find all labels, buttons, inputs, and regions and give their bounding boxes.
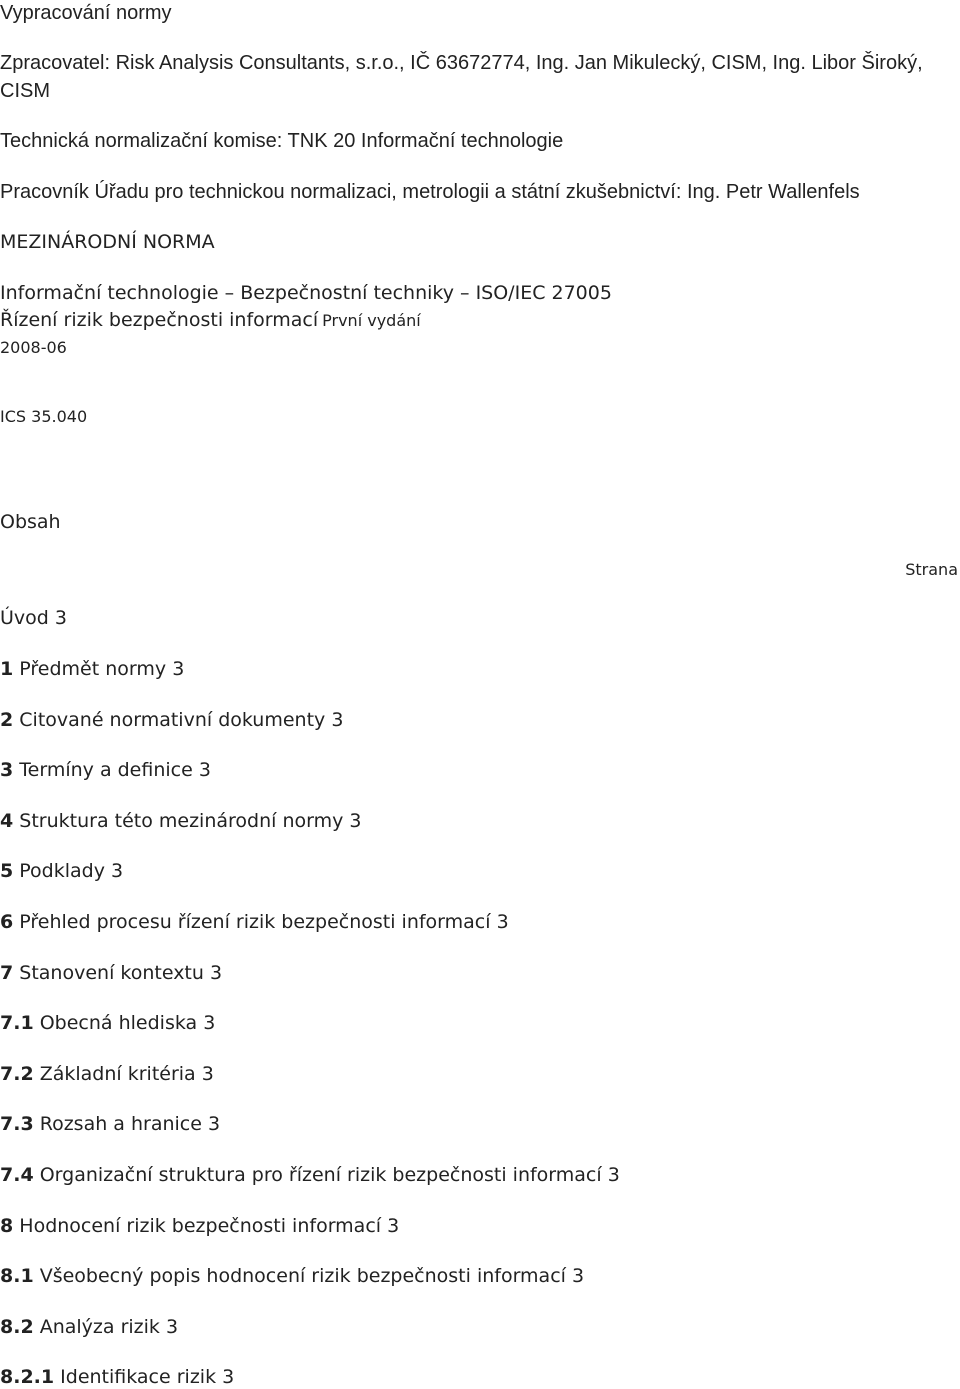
- toc-entry-number: 7.3: [0, 1113, 34, 1135]
- toc-entry-label: Citované normativní dokumenty: [19, 709, 326, 731]
- toc-entry-number: 5: [0, 860, 14, 882]
- author-line: Zpracovatel: Risk Analysis Consultants, s.r.o., IČ 63672774, Ing. Jan Mikulecký, CISM, Ing. Libor Široký,: [0, 52, 923, 74]
- toc-entry-page: 3: [207, 1113, 221, 1135]
- toc-entry-label: Předmět normy: [19, 658, 167, 680]
- author-line-continued: CISM: [0, 80, 50, 102]
- toc-entry-page: 3: [165, 1316, 179, 1338]
- toc-page-column-label: Strana: [905, 560, 958, 579]
- toc-entry-page: 3: [607, 1164, 620, 1186]
- standard-subtitle-line: [0, 311, 421, 330]
- toc-entry-number: 1: [0, 658, 14, 680]
- toc-entry-label: Obecná hlediska: [39, 1012, 198, 1034]
- toc-entry-label: Struktura této mezinárodní normy: [19, 810, 344, 832]
- toc-entry-number: 7.4: [0, 1164, 34, 1186]
- toc-entry-number: 8.2: [0, 1316, 34, 1338]
- toc-entry[interactable]: [0, 964, 222, 983]
- toc-entry-page: 3: [172, 658, 185, 680]
- toc-entry[interactable]: [0, 1267, 584, 1286]
- toc-entry-label: Rozsah a hranice: [39, 1113, 202, 1135]
- toc-entry[interactable]: [0, 1115, 220, 1134]
- committee-line: Technická normalizační komise: TNK 20 Informační technologie: [0, 130, 564, 152]
- toc-entry-number: 7.2: [0, 1063, 34, 1085]
- standard-type: MEZINÁRODNÍ NORMA: [0, 231, 215, 253]
- toc-heading: Obsah: [0, 511, 61, 533]
- toc-entry[interactable]: [0, 761, 211, 780]
- toc-entry[interactable]: [0, 1065, 214, 1084]
- toc-entry-label: Podklady: [19, 860, 105, 882]
- toc-entry-page: 3: [198, 759, 211, 781]
- toc-entry-page: 3: [387, 1215, 400, 1237]
- toc-entry[interactable]: [0, 1014, 215, 1033]
- toc-entry-label: Přehled procesu řízení rizik bezpečnosti informací: [19, 911, 491, 933]
- toc-entry-page: 3: [203, 1012, 216, 1034]
- toc-entry-label: Identifikace rizik: [60, 1366, 217, 1388]
- toc-entry[interactable]: [0, 1217, 399, 1236]
- toc-entry-page: 3: [331, 709, 344, 731]
- toc-entry-page: 3: [209, 962, 223, 984]
- toc-entry-number: 8: [0, 1215, 14, 1237]
- toc-entry[interactable]: [0, 913, 509, 932]
- toc-entry-page: 3: [111, 860, 124, 882]
- toc-entry-number: 8.2.1: [0, 1366, 55, 1388]
- standard-title: Informační technologie – Bezpečnostní techniky – ISO/IEC 27005: [0, 282, 612, 304]
- toc-entry-page: 3: [201, 1063, 214, 1085]
- toc-entry-label: Organizační struktura pro řízení rizik bezpečnosti informací: [39, 1164, 602, 1186]
- toc-intro-label: Úvod: [0, 607, 49, 629]
- toc-entry-page: 3: [571, 1265, 585, 1287]
- toc-entry-label: Termíny a definice: [19, 759, 193, 781]
- toc-entry-number: 7.1: [0, 1012, 34, 1034]
- toc-entry-label: Analýza rizik: [39, 1316, 160, 1338]
- toc-entry[interactable]: [0, 1368, 234, 1387]
- toc-entry-number: 4: [0, 810, 14, 832]
- toc-entry[interactable]: [0, 1166, 620, 1185]
- toc-entry[interactable]: [0, 862, 123, 881]
- toc-entry[interactable]: [0, 1318, 178, 1337]
- toc-entry-number: 8.1: [0, 1265, 34, 1287]
- standard-date: 2008-06: [0, 338, 67, 357]
- standard-edition: První vydání: [322, 311, 421, 330]
- toc-intro-page: 3: [54, 607, 67, 629]
- toc-entry[interactable]: [0, 711, 343, 730]
- standard-subtitle: Řízení rizik bezpečnosti informací: [0, 309, 319, 331]
- toc-entry-page: 3: [349, 810, 362, 832]
- toc-entry-page: 3: [222, 1366, 235, 1388]
- toc-entry-label: Hodnocení rizik bezpečnosti informací: [19, 1215, 382, 1237]
- toc-entry-number: 3: [0, 759, 14, 781]
- toc-entry[interactable]: [0, 812, 362, 831]
- doc-title: Vypracování normy: [0, 2, 172, 24]
- ics-code: ICS 35.040: [0, 407, 88, 426]
- toc-entry-label: Stanovení kontextu: [19, 962, 204, 984]
- toc-entry-label: Základní kritéria: [39, 1063, 196, 1085]
- toc-entry-number: 2: [0, 709, 14, 731]
- toc-entry-number: 6: [0, 911, 14, 933]
- toc-entry[interactable]: [0, 660, 184, 679]
- toc-entry-label: Všeobecný popis hodnocení rizik bezpečnosti informací: [39, 1265, 566, 1287]
- toc-entry-number: 7: [0, 962, 14, 984]
- toc-entry-page: 3: [496, 911, 509, 933]
- toc-intro[interactable]: [0, 609, 67, 628]
- officer-line: Pracovník Úřadu pro technickou normalizaci, metrologii a státní zkušebnictví: Ing. Petr Wallenfels: [0, 181, 860, 203]
